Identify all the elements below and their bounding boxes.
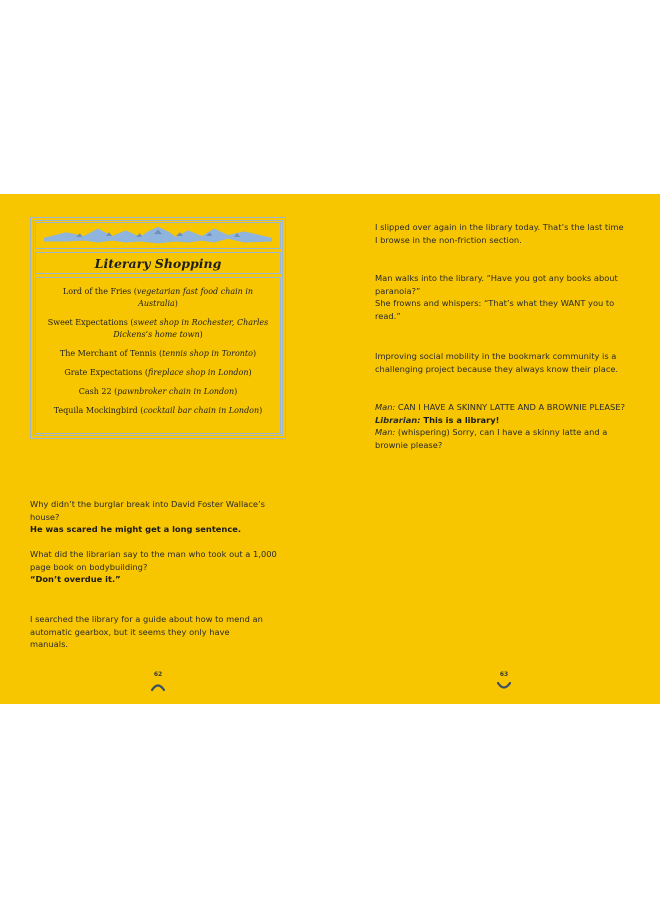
joke-setup: What did the librarian say to the man who took out a 1,000 page book on bodybuilding? — [30, 549, 277, 572]
joke-text: I searched the library for a guide about how to mend an automatic gearbox, but it seems they only have manuals. — [30, 614, 263, 649]
box-title: Literary Shopping — [94, 255, 222, 271]
right-page — [330, 194, 660, 704]
shop-name: Grate Expectations — [64, 368, 143, 377]
decorative-banner — [35, 222, 281, 249]
shop-name: Tequila Mockingbird — [53, 406, 138, 415]
speaker-label: Librarian: — [375, 414, 421, 425]
shop-description: cocktail bar chain in London — [143, 406, 260, 415]
list-item: Grate Expectations (fireplace shop in London) — [64, 368, 252, 377]
shop-description: tennis shop in Toronto — [162, 349, 253, 358]
list-item: Tequila Mockingbird (cocktail bar chain in London) — [53, 406, 263, 415]
dialogue-text: (whispering) Sorry, can I have a skinny latte and a brownie please? — [375, 427, 608, 450]
book-spread — [0, 194, 660, 704]
joke-burglar — [30, 498, 290, 536]
joke-non-friction — [375, 221, 625, 246]
list-item: Sweet Expectations (sweet shop in Rochester, Charles Dickens’s home town) — [47, 318, 269, 339]
joke-paranoia — [375, 272, 620, 322]
joke-skinny-latte — [375, 401, 635, 451]
dialogue-text: This is a library! — [420, 414, 500, 425]
literary-shopping-box — [30, 217, 286, 439]
smile-icon — [494, 680, 514, 692]
dialogue-line — [375, 414, 635, 427]
joke-bodybuilding — [30, 548, 280, 586]
joke-bookmark — [375, 350, 620, 375]
frown-icon — [148, 680, 168, 692]
shop-list-box — [35, 277, 281, 434]
left-page — [0, 194, 330, 704]
dialogue-line — [375, 401, 635, 414]
speaker-label: Man: — [375, 402, 396, 412]
joke-setup: Why didn’t the burglar break into David Foster Wallace’s house? — [30, 499, 265, 522]
dialogue-text: CAN I HAVE A SKINNY LATTE AND A BROWNIE PLEASE? — [395, 402, 625, 412]
shop-list — [42, 286, 274, 424]
joke-line: Man walks into the library. “Have you got any books about paranoia?” — [375, 273, 618, 296]
shop-description: fireplace shop in London — [148, 368, 249, 377]
page-number: 63 — [499, 671, 509, 678]
shop-name: Lord of the Fries — [62, 287, 132, 296]
shop-name: Sweet Expectations — [47, 318, 128, 327]
joke-punchline: “Don’t overdue it.” — [30, 574, 121, 584]
joke-line: She frowns and whispers: “That’s what they WANT you to read.” — [375, 298, 615, 321]
speaker-label: Man: — [375, 427, 396, 437]
page-number: 62 — [153, 671, 163, 678]
list-item: Lord of the Fries (vegetarian fast food chain in Australia) — [62, 287, 254, 308]
shop-name: Cash 22 — [78, 387, 112, 396]
joke-text: I slipped over again in the library today. That’s the last time I browse in the non-friction section. — [375, 222, 624, 245]
mountain-banner-illustration — [36, 223, 280, 248]
joke-gearbox — [30, 613, 270, 651]
list-item: Cash 22 (pawnbroker chain in London) — [78, 387, 238, 396]
box-title-bar — [35, 252, 281, 274]
list-item: The Merchant of Tennis (tennis shop in Toronto) — [59, 349, 257, 358]
shop-description: pawnbroker chain in London — [117, 387, 235, 396]
shop-description: vegetarian fast food chain in Australia — [136, 287, 254, 308]
shop-name: The Merchant of Tennis — [59, 349, 157, 358]
dialogue-line — [375, 426, 635, 451]
joke-punchline: He was scared he might get a long sentence. — [30, 524, 242, 534]
shop-description: sweet shop in Rochester, Charles Dickens’s home town — [113, 318, 269, 339]
joke-text: Improving social mobility in the bookmark community is a challenging project because they always know their place. — [375, 351, 619, 374]
